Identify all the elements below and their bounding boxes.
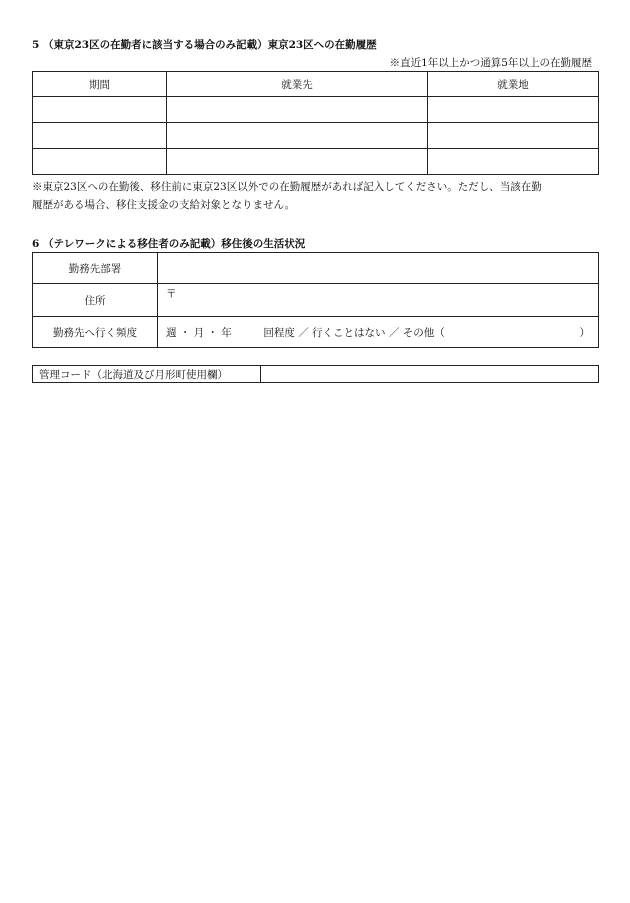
work-location-field[interactable]	[428, 97, 599, 123]
address-field[interactable]	[158, 284, 599, 317]
period-field[interactable]	[33, 149, 167, 175]
work-history-table	[32, 71, 599, 175]
management-code-table	[32, 365, 599, 383]
column-employer: 就業先	[167, 72, 428, 97]
table-row	[33, 149, 599, 175]
living-situation-table	[32, 252, 599, 348]
employer-field[interactable]	[167, 97, 428, 123]
frequency-options: 週 ・ 月 ・ 年 回程度 ／ 行くことはない ／ その他（	[166, 326, 445, 339]
column-work-location: 就業地	[428, 72, 599, 97]
footnote-line-2: 履歴がある場合、移住支援金の支給対象となりません。	[32, 199, 296, 211]
frequency-field[interactable]	[158, 317, 599, 348]
table-row	[33, 123, 599, 149]
period-field[interactable]	[33, 123, 167, 149]
address-label: 住所	[33, 284, 158, 317]
work-location-field[interactable]	[428, 149, 599, 175]
frequency-close: ）	[579, 326, 590, 339]
department-field[interactable]	[158, 253, 599, 284]
section6-heading: 6 （テレワークによる移住者のみ記載）移住後の生活状況	[32, 238, 306, 250]
period-field[interactable]	[33, 97, 167, 123]
column-period: 期間	[33, 72, 167, 97]
management-code-field[interactable]	[261, 366, 599, 383]
table-row	[33, 97, 599, 123]
footnote-line-1: ※東京23区への在勤後、移住前に東京23区以外での在勤履歴があれば記入してください。ただし、当該在勤	[32, 181, 542, 193]
frequency-label: 勤務先へ行く頻度	[33, 317, 158, 348]
section5-subnote: ※直近1年以上かつ通算5年以上の在勤履歴	[389, 57, 592, 69]
management-code-label: 管理コード（北海道及び月形町使用欄）	[33, 366, 261, 383]
department-label: 勤務先部署	[33, 253, 158, 284]
employer-field[interactable]	[167, 149, 428, 175]
section5-footnote	[32, 178, 602, 214]
work-location-field[interactable]	[428, 123, 599, 149]
postal-mark: 〒	[166, 288, 177, 300]
section5-heading: 5 （東京23区の在勤者に該当する場合のみ記載）東京23区への在勤履歴	[32, 39, 377, 51]
employer-field[interactable]	[167, 123, 428, 149]
